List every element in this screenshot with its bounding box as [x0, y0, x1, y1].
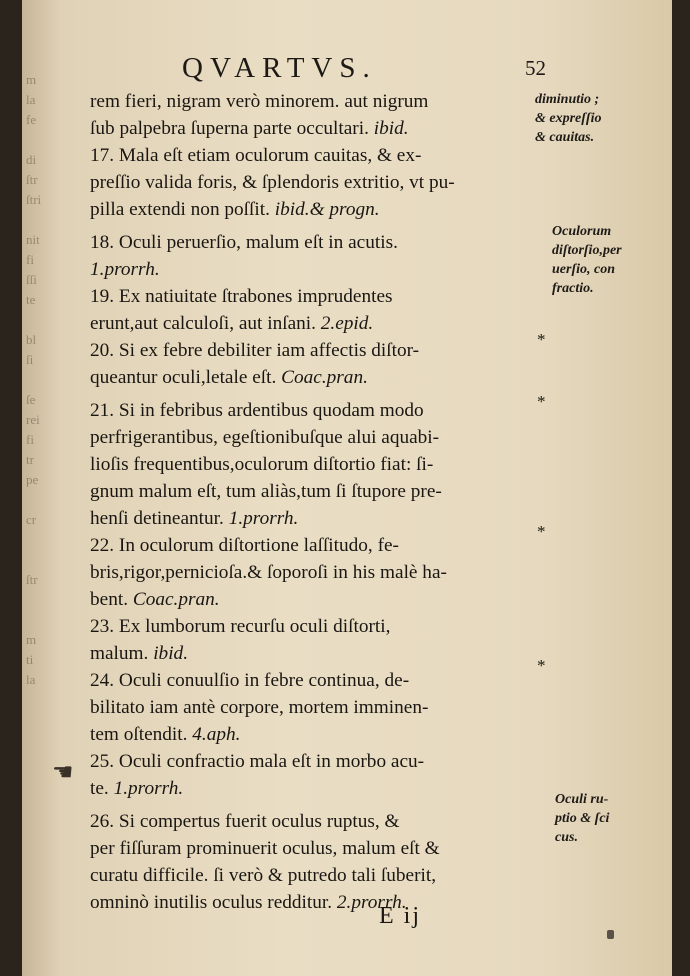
text-segment: lioſis frequentibus,oculorum diſtortio fiat: ſi-	[90, 454, 434, 475]
citation-ref: Coac.pran.	[281, 367, 368, 388]
book-page	[22, 0, 672, 976]
text-line	[90, 169, 528, 196]
page-number: 52	[525, 56, 546, 80]
text-segment: rem fieri, nigram verò minorem. aut nigrum	[90, 91, 429, 112]
text-segment: gnum malum eſt, tum aliàs,tum ſi ſtupore pre-	[90, 481, 442, 502]
citation-ref: ibid.	[153, 643, 189, 664]
text-line	[90, 196, 528, 223]
text-segment: 22. In oculorum diſtortione laſſitudo, fe-	[90, 535, 399, 556]
text-segment: preſſio valida foris, & ſplendoris extritio, vt pu-	[90, 172, 455, 193]
citation-ref: 1.prorrh.	[90, 259, 160, 280]
text-line	[90, 115, 528, 142]
text-line	[90, 667, 528, 694]
text-line	[90, 586, 528, 613]
margin-note-text: diminutio ; & expreſſio & cauitas.	[535, 92, 602, 145]
text-segment: queantur oculi,letale eſt.	[90, 367, 282, 388]
text-segment: curatu difficile. ſi verò & putredo tali ſuberit,	[90, 865, 437, 886]
text-line	[90, 229, 528, 256]
citation-ref: ibid.	[373, 118, 409, 139]
text-segment: 17. Mala eſt etiam oculorum cauitas, & ex-	[90, 145, 422, 166]
citation-ref: Coac.pran.	[132, 589, 220, 610]
citation-ref: 2.epid.	[320, 313, 374, 334]
ink-spot	[607, 930, 614, 939]
text-line	[90, 835, 528, 862]
text-segment: bilitato iam antè corpore, mortem imminen-	[90, 697, 429, 718]
text-line	[90, 310, 528, 337]
bleed-through-text: m la fe di ſtr ſtri nit fi ſſi te bl ſi ſe rei fi tr pe cr ſtr m ti la	[26, 72, 42, 687]
margin-note-1	[535, 90, 601, 147]
main-text	[90, 88, 528, 916]
text-line	[90, 889, 528, 916]
text-line	[90, 424, 528, 451]
text-line	[90, 478, 528, 505]
text-line	[90, 256, 528, 283]
text-line	[90, 397, 528, 424]
text-line	[90, 748, 528, 775]
margin-note-2	[552, 222, 622, 298]
margin-note-3	[555, 790, 609, 847]
text-line	[90, 364, 528, 391]
citation-ref: 4.aph.	[192, 724, 241, 745]
text-segment: pilla extendi non poſſit.	[90, 199, 275, 220]
text-line	[90, 862, 528, 889]
text-line	[90, 808, 528, 835]
text-segment: bris,rigor,pernicioſa.& ſoporoſi in his malè ha-	[90, 562, 447, 583]
text-line	[90, 532, 528, 559]
text-segment: bent.	[90, 589, 133, 610]
manicule-icon: ☚	[52, 760, 74, 786]
text-segment: malum.	[90, 643, 154, 664]
text-line	[90, 451, 528, 478]
citation-ref: 2.prorrh.	[336, 892, 407, 913]
text-segment: te.	[90, 778, 114, 799]
text-line	[90, 505, 528, 532]
text-segment: perfrigerantibus, egeſtionibuſque alui aquabi-	[90, 427, 440, 448]
text-line	[90, 694, 528, 721]
text-segment: 24. Oculi conuulſio in febre continua, de-	[90, 670, 410, 691]
text-segment: 26. Si compertus fuerit oculus ruptus, &	[90, 811, 400, 832]
margin-note-text: Oculorum diſtorſio,per uerſio, con fractio.	[552, 224, 622, 296]
text-line	[90, 88, 528, 115]
text-segment: ſub palpebra ſuperna parte occultari.	[90, 118, 374, 139]
text-line	[90, 640, 528, 667]
text-line	[90, 142, 528, 169]
text-segment: 23. Ex lumborum recurſu oculi diſtorti,	[90, 616, 391, 637]
text-line	[90, 337, 528, 364]
page-header	[22, 52, 672, 86]
margin-note-text: Oculi ru- ptio & ſci cus.	[555, 792, 610, 845]
citation-ref: 1.prorrh.	[228, 508, 299, 529]
text-segment: henſi detineantur.	[90, 508, 229, 529]
text-segment: tem oſtendit.	[90, 724, 193, 745]
text-segment: 21. Si in febribus ardentibus quodam modo	[90, 400, 424, 421]
text-segment: 20. Si ex febre debiliter iam affectis diſtor-	[90, 340, 420, 361]
citation-ref: 1.prorrh.	[113, 778, 184, 799]
text-line	[90, 559, 528, 586]
text-segment: erunt,aut calculoſi, aut inſani.	[90, 313, 321, 334]
text-segment: per fiſſuram prominuerit oculus, malum eſt &	[90, 838, 440, 859]
text-line	[90, 613, 528, 640]
marginal-asterisk: *	[537, 522, 546, 541]
text-segment: omninò inutilis oculus redditur.	[90, 892, 337, 913]
text-line	[90, 283, 528, 310]
citation-ref: ibid.& progn.	[274, 199, 380, 220]
running-title: QVARTVS.	[182, 52, 377, 84]
text-line	[90, 775, 528, 802]
text-segment: 18. Oculi peruerſio, malum eſt in acutis.	[90, 232, 398, 253]
text-line	[90, 721, 528, 748]
text-segment: 25. Oculi confractio mala eſt in morbo acu-	[90, 751, 425, 772]
marginal-asterisk: *	[537, 392, 546, 411]
signature-mark: E ij	[379, 903, 421, 929]
text-segment: 19. Ex natiuitate ſtrabones imprudentes	[90, 286, 393, 307]
marginal-asterisk: *	[537, 330, 546, 349]
marginal-asterisk: *	[537, 656, 546, 675]
